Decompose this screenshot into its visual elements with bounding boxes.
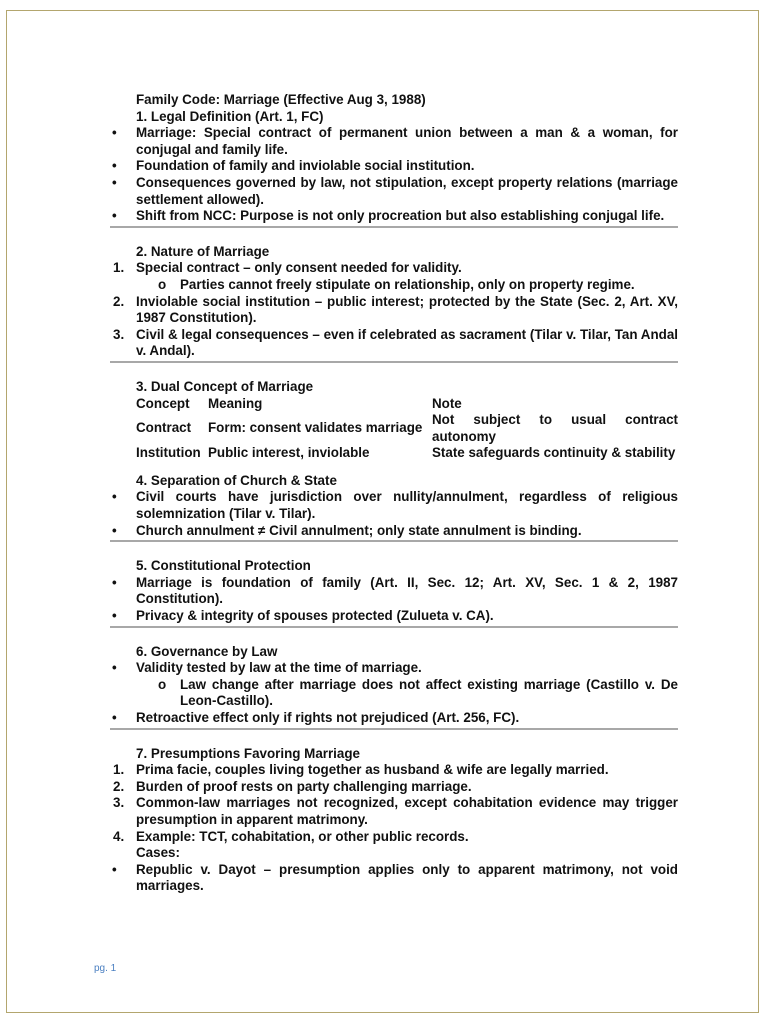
list-item-text: Civil courts have jurisdiction over nullity/annulment, regardless of religious solemnization (Tilar v. Tilar). [136, 489, 678, 522]
bullet-marker: • [112, 174, 117, 190]
bullet-marker: • [112, 660, 117, 676]
sub-bullet-marker: o [158, 676, 167, 692]
bullet-marker: • [112, 861, 117, 877]
section-nature-of-marriage [110, 244, 678, 363]
table-row [136, 412, 678, 445]
section-presumptions [110, 746, 678, 896]
list-item-text: Civil & legal consequences – even if celebrated as sacrament (Tilar v. Tilar, Tan Andal v. Andal). [136, 326, 678, 359]
table-row [136, 445, 678, 462]
section-dual-concept [110, 379, 678, 463]
sub-list-item [110, 677, 678, 710]
section-legal-definition [110, 92, 678, 228]
list-item [110, 575, 678, 608]
column-header-note: Note [432, 395, 462, 411]
number-marker: 3. [113, 795, 125, 811]
section-heading: 1. Legal Definition (Art. 1, FC) [136, 108, 324, 124]
number-marker: 3. [113, 326, 125, 342]
list-item [110, 710, 678, 727]
list-item [110, 862, 678, 895]
number-marker: 2. [113, 293, 125, 309]
list-item-text: Republic v. Dayot – presumption applies only to apparent matrimony, not void marriages. [136, 861, 678, 894]
number-marker: 4. [113, 828, 125, 844]
list-item-text: Common-law marriages not recognized, except cohabitation evidence may trigger presumption in apparent matrimony. [136, 795, 678, 827]
list-item [110, 175, 678, 208]
list-item [110, 294, 678, 327]
concept-table [136, 396, 678, 462]
list-item [110, 829, 678, 846]
list-item-text: Burden of proof rests on party challenging marriage. [136, 778, 472, 794]
list-item-text: Validity tested by law at the time of marriage. [136, 660, 422, 676]
cases-label: Cases: [136, 845, 180, 861]
section-church-state [110, 473, 678, 542]
list-item [110, 327, 678, 360]
document-title: Family Code: Marriage (Effective Aug 3, 1988) [136, 92, 426, 107]
page-number: pg. 1 [94, 963, 117, 974]
list-item-text: Church annulment ≠ Civil annulment; only state annulment is binding. [136, 522, 582, 538]
column-header-meaning: Meaning [208, 395, 263, 411]
table-cell: Institution [136, 445, 201, 461]
bullet-marker: • [112, 208, 117, 224]
list-item [110, 125, 678, 158]
table-cell: Form: consent validates marriage [208, 420, 423, 436]
number-marker: 1. [113, 260, 125, 276]
bullet-marker: • [112, 608, 117, 624]
list-item [110, 523, 678, 540]
list-item [110, 779, 678, 796]
list-item-text: Law change after marriage does not affect existing marriage (Castillo v. De Leon-Castillo). [180, 676, 678, 709]
sub-bullet-marker: o [158, 276, 167, 292]
section-heading: 2. Nature of Marriage [136, 243, 270, 259]
list-item-text: Parties cannot freely stipulate on relationship, only on property regime. [180, 276, 635, 292]
list-item-text: Foundation of family and inviolable social institution. [136, 158, 475, 174]
section-constitutional-protection [110, 558, 678, 627]
list-item [110, 608, 678, 625]
list-item-text: Marriage is foundation of family (Art. II, Sec. 12; Art. XV, Sec. 1 & 2, 1987 Constitution). [136, 574, 678, 607]
list-item-text: Prima facie, couples living together as husband & wife are legally married. [136, 762, 609, 778]
list-item-text: Special contract – only consent needed for validity. [136, 260, 462, 276]
list-item-text: Retroactive effect only if rights not prejudiced (Art. 256, FC). [136, 710, 520, 725]
table-cell: Not subject to usual contract autonomy [432, 412, 678, 444]
list-item [110, 795, 678, 828]
section-heading: 7. Presumptions Favoring Marriage [136, 745, 360, 761]
table-cell: State safeguards continuity & stability [432, 445, 676, 461]
list-item [110, 260, 678, 277]
section-governance-by-law [110, 644, 678, 730]
list-item [110, 762, 678, 779]
list-item-text: Example: TCT, cohabitation, or other public records. [136, 828, 469, 844]
bullet-marker: • [112, 710, 117, 725]
list-item [110, 660, 678, 677]
list-item [110, 489, 678, 522]
table-cell: Contract [136, 420, 192, 436]
table-cell: Public interest, inviolable [208, 445, 370, 461]
list-item-text: Inviolable social institution – public interest; protected by the State (Sec. 2, Art. XV, 1987 Constitution). [136, 293, 678, 326]
bullet-marker: • [112, 158, 117, 174]
list-item-text: Consequences governed by law, not stipulation, except property relations (marriage settlement allowed). [136, 174, 678, 207]
sub-list-item [110, 277, 678, 294]
column-header-concept: Concept [136, 395, 190, 411]
number-marker: 1. [113, 762, 125, 778]
bullet-marker: • [112, 522, 117, 538]
section-heading: 4. Separation of Church & State [136, 472, 337, 488]
list-item [110, 208, 678, 225]
number-marker: 2. [113, 778, 125, 794]
section-heading: 6. Governance by Law [136, 643, 278, 659]
section-heading: 5. Constitutional Protection [136, 558, 311, 574]
list-item [110, 158, 678, 175]
bullet-marker: • [112, 125, 117, 141]
list-item-text: Privacy & integrity of spouses protected (Zulueta v. CA). [136, 608, 494, 624]
table-header-row [136, 396, 678, 413]
bullet-marker: • [112, 489, 117, 505]
list-item-text: Marriage: Special contract of permanent union between a man & a woman, for conjugal and family life. [136, 125, 678, 157]
document-body [110, 92, 678, 896]
section-heading: 3. Dual Concept of Marriage [136, 378, 314, 394]
list-item-text: Shift from NCC: Purpose is not only procreation but also establishing conjugal life. [136, 208, 665, 224]
bullet-marker: • [112, 574, 117, 590]
